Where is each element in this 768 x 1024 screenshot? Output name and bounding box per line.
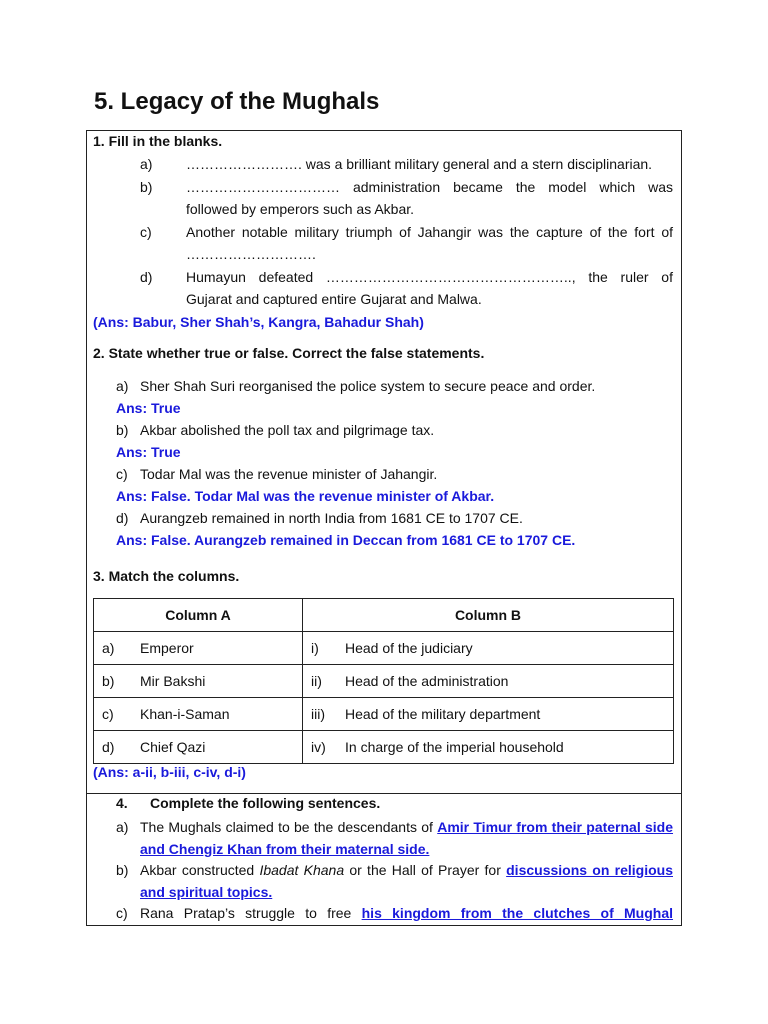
row-label: i) — [311, 640, 319, 656]
q3-heading: 3. Match the columns. — [93, 568, 240, 584]
table-header-row — [94, 599, 674, 632]
q2-item-d — [116, 507, 673, 529]
q2-item-a — [116, 375, 673, 397]
q4-item-text: Akbar constructed — [140, 862, 255, 878]
q2-item-label: c) — [116, 466, 128, 482]
q4-item-text: The Mughals claimed to be the descendants of — [140, 819, 433, 835]
q4-item-answer: discussions on religious and spiritual topics. — [140, 862, 673, 900]
q2-item-text: Sher Shah Suri reorganised the police system to secure peace and order. — [140, 378, 596, 394]
q4-item-label: c) — [116, 905, 128, 921]
q2-answer-b: Ans: True — [116, 444, 181, 460]
match-table — [93, 598, 674, 764]
q1-item-label: c) — [140, 223, 152, 240]
table-row — [94, 632, 674, 665]
q4-item-answer: Amir Timur from their paternal side and Chengiz Khan from their maternal side. — [140, 819, 674, 857]
row-label: c) — [102, 706, 114, 722]
column-a-cell — [94, 665, 303, 698]
q1-item-text: …………………………… administration became the model which was followed by emperors such as Akbar. — [186, 178, 673, 217]
column-a-cell — [94, 632, 303, 665]
row-term: Emperor — [140, 640, 194, 656]
q2-item-label: d) — [116, 510, 129, 526]
row-label: iv) — [311, 739, 326, 755]
column-b-header: Column B — [303, 599, 674, 632]
table-row — [94, 698, 674, 731]
q2-item-label: b) — [116, 422, 129, 438]
row-definition: Head of the administration — [345, 673, 509, 689]
q2-heading: 2. State whether true or false. Correct the false statements. — [93, 345, 485, 361]
q1-item-label: d) — [140, 268, 153, 285]
column-b-cell — [303, 665, 674, 698]
q2-item-text: Aurangzeb remained in north India from 1681 CE to 1707 CE. — [140, 510, 523, 526]
row-label: ii) — [311, 673, 322, 689]
q1-answer: (Ans: Babur, Sher Shah’s, Kangra, Bahadur Shah) — [93, 314, 424, 330]
worksheet-box — [86, 130, 682, 926]
column-a-cell — [94, 698, 303, 731]
q1-item-text: Humayun defeated …………………………………………….., the ruler of Gujarat and captured entire Gujarat and Malwa. — [186, 268, 673, 307]
row-definition: Head of the judiciary — [345, 640, 473, 656]
q4-item-text: or the Hall of Prayer for — [349, 862, 501, 878]
q2-item-text: Todar Mal was the revenue minister of Jahangir. — [140, 466, 438, 482]
q4-list — [116, 817, 673, 925]
page-title: 5. Legacy of the Mughals — [94, 88, 380, 115]
row-label: d) — [102, 739, 115, 755]
q3-answer: (Ans: a-ii, b-iii, c-iv, d-i) — [93, 764, 246, 780]
row-label: iii) — [311, 706, 325, 722]
q4-item-a — [116, 817, 673, 860]
q2-item-b — [116, 419, 673, 441]
q1-item-c — [140, 221, 673, 266]
q4-item-label: a) — [116, 819, 129, 835]
q2-list — [116, 375, 673, 551]
column-b-cell — [303, 632, 674, 665]
q1-item-d — [140, 266, 673, 311]
row-term: Khan-i-Saman — [140, 706, 230, 722]
q1-item-a — [140, 153, 673, 176]
q1-item-label: a) — [140, 156, 153, 172]
row-term: Mir Bakshi — [140, 673, 206, 689]
table-row — [94, 665, 674, 698]
column-b-cell — [303, 698, 674, 731]
q1-item-label: b) — [140, 178, 153, 195]
row-label: a) — [102, 640, 115, 656]
q4-item-answer: his kingdom from the clutches of Mughal — [361, 905, 674, 921]
q1-item-text: Another notable military triumph of Jahangir was the capture of the fort of ………………………. — [186, 223, 673, 262]
column-a-header: Column A — [94, 599, 303, 632]
q4-number: 4. — [116, 795, 128, 811]
q2-item-c — [116, 463, 673, 485]
row-label: b) — [102, 673, 115, 689]
q2-answer-c: Ans: False. Todar Mal was the revenue minister of Akbar. — [116, 488, 495, 504]
section-divider — [87, 793, 681, 794]
q4-italic-term: Ibadat Khana — [259, 862, 345, 878]
q1-item-b — [140, 176, 673, 221]
row-term: Chief Qazi — [140, 739, 206, 755]
q4-item-label: b) — [116, 862, 129, 878]
q1-item-text: ……………………. was a brilliant military general and a stern disciplinarian. — [186, 156, 653, 172]
row-definition: Head of the military department — [345, 706, 541, 722]
row-definition: In charge of the imperial household — [345, 739, 564, 755]
column-a-cell — [94, 731, 303, 764]
q1-list — [140, 153, 673, 311]
q4-item-text: Rana Pratap’s struggle to free — [140, 905, 352, 921]
q2-item-label: a) — [116, 378, 129, 394]
q2-item-text: Akbar abolished the poll tax and pilgrimage tax. — [140, 422, 435, 438]
q1-heading: 1. Fill in the blanks. — [93, 133, 223, 149]
q2-answer-d: Ans: False. Aurangzeb remained in Deccan from 1681 CE to 1707 CE. — [116, 532, 576, 548]
q4-heading — [116, 795, 681, 811]
q4-item-b — [116, 860, 673, 903]
table-row — [94, 731, 674, 764]
q4-heading-text: Complete the following sentences. — [150, 795, 381, 811]
q2-answer-a: Ans: True — [116, 400, 181, 416]
column-b-cell — [303, 731, 674, 764]
q4-item-c — [116, 903, 673, 925]
